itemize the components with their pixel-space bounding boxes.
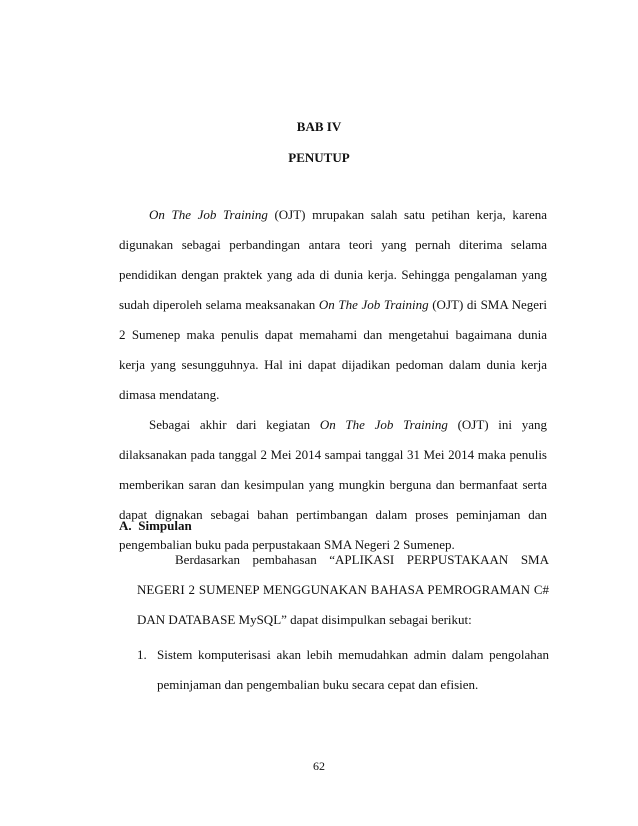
paragraph-1-text-2: (OJT) di SMA Negeri 2 Sumenep maka penulis dapat memahami dan mengetahui bagaimana dunia kerja yang sesungguhnya. Hal ini dapat dijadikan pedoman dalam dunia kerja dimasa mendatang.: [119, 297, 547, 402]
section-letter: A.: [119, 518, 132, 533]
paragraph-1-italic-1: On The Job Training: [149, 207, 268, 222]
chapter-number: BAB IV: [296, 119, 342, 134]
list-item-text: Sistem komputerisasi akan lebih memudahkan admin dalam pengolahan peminjaman dan pengembalian buku secara cepat dan efisien.: [157, 647, 549, 692]
paragraph-1-italic-2: On The Job Training: [318, 297, 429, 312]
paragraph-2: [119, 410, 547, 560]
paragraph-1: [119, 200, 547, 410]
paragraph-2-text-1: Sebagai akhir dari kegiatan: [149, 417, 320, 432]
section-title: Simpulan: [138, 518, 192, 533]
page-number: 62: [313, 759, 325, 773]
list-item: [137, 640, 549, 700]
paragraph-2-text-2: (OJT) ini yang dilaksanakan pada tanggal 2 Mei 2014 sampai tanggal 31 Mei 2014 maka penulis memberikan saran dan kesimpulan yang mungkin berguna dan bermanfaat serta dapat dignakan sebagai bahan pertimbangan dalam proses peminjaman dan pengembalian buku pada perpustakaan SMA Negeri 2 Sumenep.: [119, 417, 547, 552]
paragraph-1-text-1: (OJT) mrupakan salah satu petihan kerja, karena digunakan sebagai perbandingan antara teori yang pernah diterima selama pendidikan dengan praktek yang ada di dunia kerja. Sehingga pengalaman yang sudah diperoleh selama meaksanakan: [119, 207, 547, 312]
chapter-title: PENUTUP: [288, 150, 350, 165]
paragraph-2-italic-1: On The Job Training: [319, 417, 448, 432]
paragraph-3: Berdasarkan pembahasan “APLIKASI PERPUSTAKAAN SMA NEGERI 2 SUMENEP MENGGUNAKAN BAHASA PEMROGRAMAN C# DAN DATABASE MySQL” dapat disimpulkan sebagai berikut:: [137, 552, 549, 627]
body-text: [119, 200, 547, 560]
list-item-number: 1.: [137, 647, 147, 662]
section-heading: [119, 518, 192, 534]
conclusion-list: [137, 640, 549, 700]
